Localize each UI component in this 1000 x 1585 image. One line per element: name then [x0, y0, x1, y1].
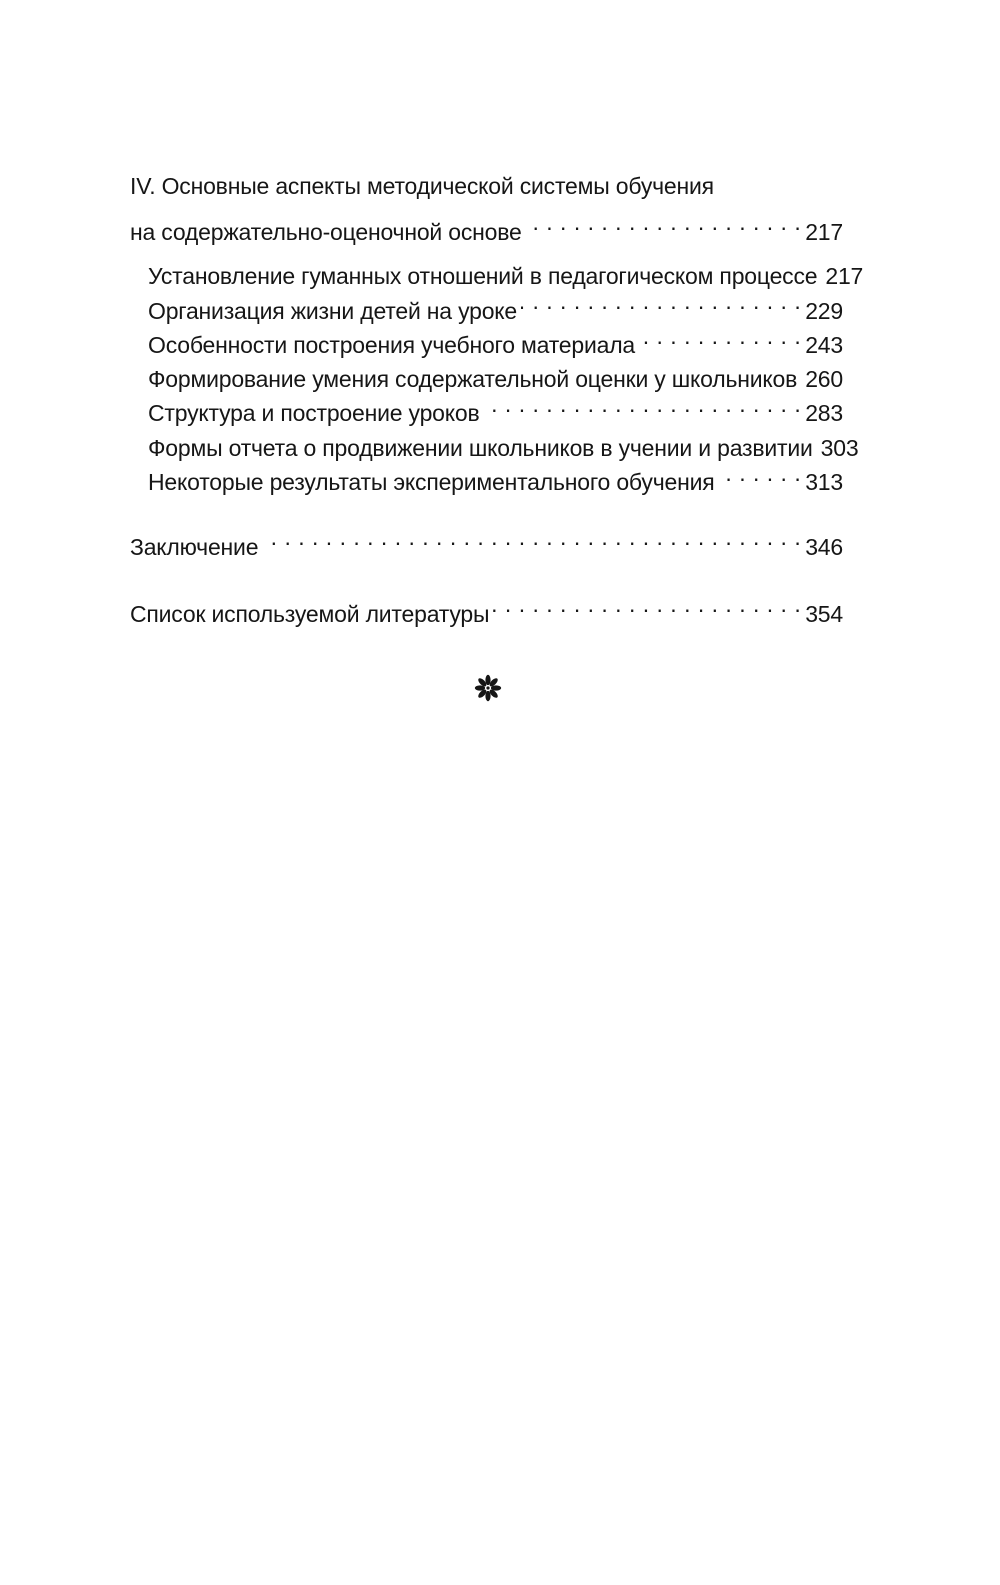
conclusion-title: Заключение — [130, 534, 259, 561]
section-title: Особенности построения учебного материала — [148, 331, 636, 358]
dot-leader — [718, 456, 801, 490]
bibliography-page-number: 354 — [805, 601, 843, 628]
section-page-number: 303 — [820, 434, 859, 461]
section-page-number: 243 — [805, 331, 843, 358]
toc-chapter-iv — [130, 168, 843, 245]
section-title: Структура и построение уроков — [148, 400, 480, 427]
dot-leader — [493, 586, 801, 622]
toc-section-entry — [148, 250, 864, 290]
section-page-number: 260 — [805, 366, 843, 393]
toc-bibliography-entry — [130, 586, 843, 628]
table-of-contents — [130, 168, 864, 628]
chapter-page-number: 217 — [805, 219, 843, 245]
section-title: Установление гуманных отношений в педагогическом процессе — [148, 263, 818, 290]
section-page-number: 217 — [825, 263, 864, 290]
asterism-flower-icon — [474, 674, 502, 702]
chapter-title-line-2-entry — [130, 204, 843, 245]
section-title: Организация жизни детей на уроке — [148, 297, 518, 324]
chapter-title-line-1: IV. Основные аспекты методической системы обучения — [130, 173, 714, 199]
chapter-title-line-2: на содержательно-оценочной основе — [130, 219, 522, 245]
bibliography-title: Список используемой литературы — [130, 601, 490, 628]
dot-leader — [262, 519, 801, 555]
dot-leader — [484, 387, 802, 421]
section-title: Некоторые результаты экспериментального обучения — [148, 469, 715, 496]
section-page-number: 313 — [805, 469, 843, 496]
section-title: Формы отчета о продвижении школьников в учении и развитии — [148, 434, 813, 461]
section-page-number: 229 — [805, 297, 843, 324]
section-list — [148, 250, 864, 496]
dot-leader — [639, 319, 801, 353]
dot-leader — [521, 284, 801, 318]
dot-leader — [526, 204, 802, 240]
toc-conclusion-entry — [130, 519, 843, 561]
conclusion-page-number: 346 — [805, 534, 843, 561]
section-page-number: 283 — [805, 400, 843, 427]
section-title: Формирование умения содержательной оценки у школьников — [148, 366, 798, 393]
